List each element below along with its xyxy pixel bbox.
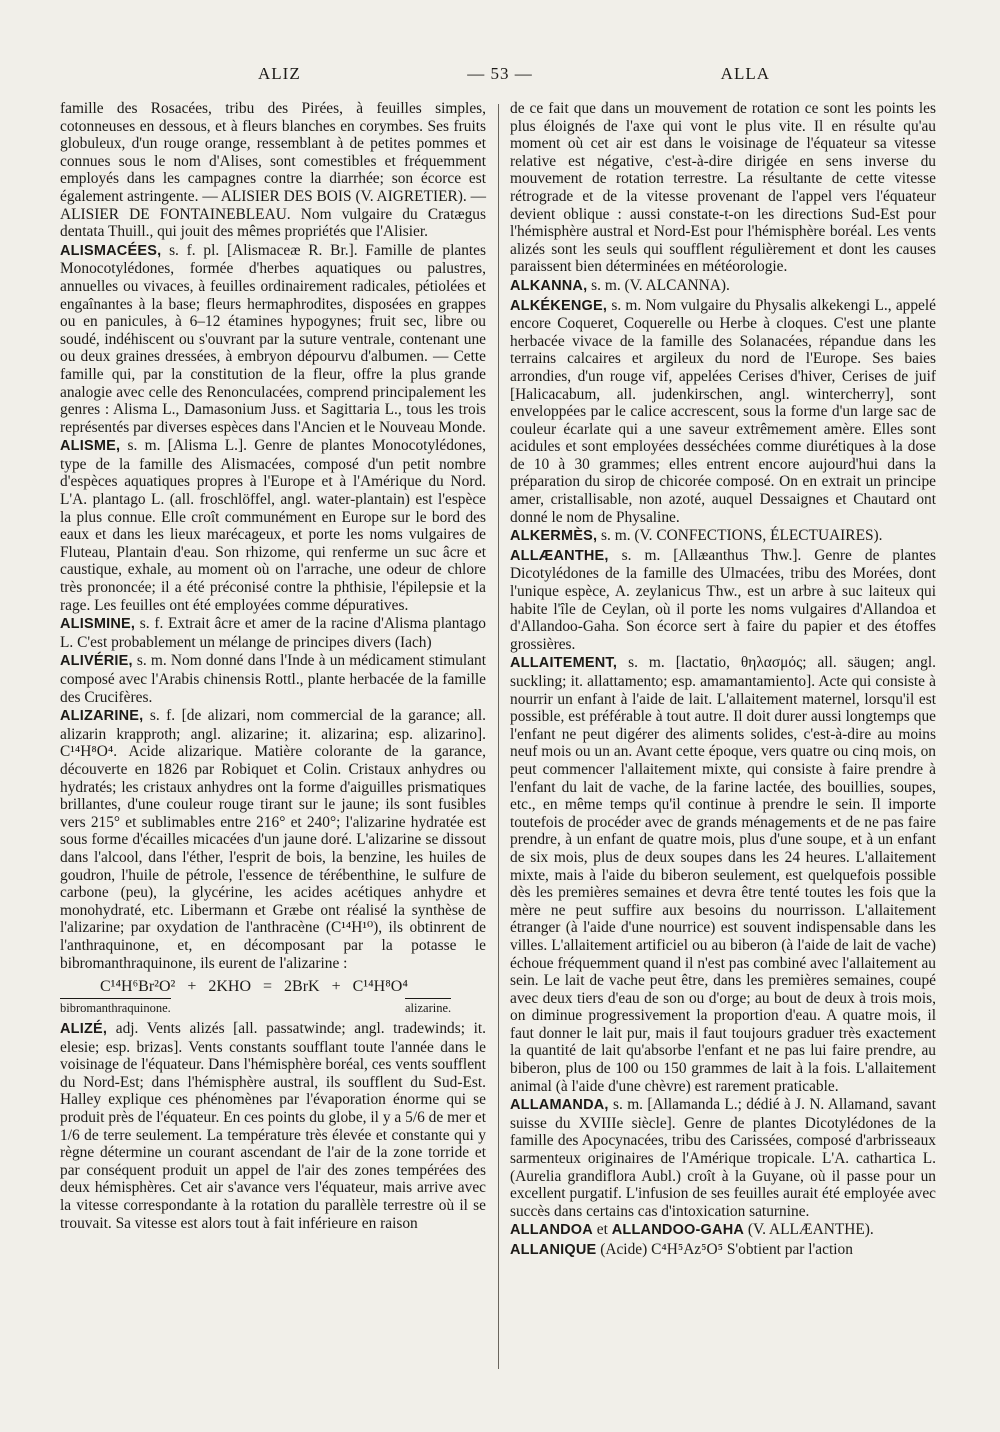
entry-text: s. m. [Alisma L.]. Genre de plantes Monocotylédones, type de la famille des Alismacées, composé d'un petit nombre d'espèces aquatiques propres à l'Europe et à l'Amérique du Nord. L'A. plantago L. (all. froschlöffel, angl. water-plantain) est l'espèce la plus connue. Elle croît communément en Europe sur le bord des eaux et dans les lieux marécageux, et porte les noms vulgaires de Fluteau, Plantain d'eau. Son rhizome, qui renferme un suc âcre et caustique, exhale, au moment où on l'arrache, une odeur de chlore très prononcée; il a été préconisé contre la phthisie, l'épilepsie et la rage. Les feuilles ont été employées comme dépuratives. bbox=[60, 437, 486, 614]
entry-text: s. m. Nom donné dans l'Inde à un médicament stimulant composé avec l'Arabis chinensis Rottl., plante herbacée de la famille des Crucifères. bbox=[60, 652, 486, 706]
headword: ALISME, bbox=[60, 438, 121, 455]
headword: ALLÆANTHE, bbox=[510, 547, 609, 564]
headword: ALISMINE, bbox=[60, 616, 136, 633]
entry-text: s. f. [de alizari, nom commercial de la garance; all. alizarin krapproth; angl. alizarine; it. alizarina; esp. alizarino]. C¹⁴H⁸O⁴. Acide alizarique. Matière colorante de la garance, découverte en 1826 par Robiquet et Colin. Cristaux anhydres ou hydratés; les cristaux anhydres ont la forme d'aiguilles prismatiques brillantes, d'une couleur rouge tirant sur le jaune; ils sont fusibles vers 215° et sublimables entre 216° et 240°; l'alizarine hydratée est sous forme d'écailles micacées d'un jaune doré. L'alizarine se dissout dans l'alcool, dans l'éther, l'esprit de bois, la benzine, les huiles de goudron, l'huile de pétrole, l'essence de térébenthine, le sulfure de carbone (peu), la glycérine, les acides acétiques anhydre et monohydraté, etc. Libermann et Græbe ont réalisé la synthèse de l'alizarine; par oxydation de l'anthracène (C¹⁴H¹⁰), ils obtinrent de l'anthraquinone, et, en décomposant par la potasse le bibromanthraquinone, ils eurent de l'alizarine : bbox=[60, 707, 486, 972]
entry-text: s. m. [Allæanthus Thw.]. Genre de plantes Dicotylédones de la famille des Ulmacées, tribu des Morées, dont l'unique espèce, A. zeylanicus Thw., est un arbre à suc laiteux qui habite l'île de Ceylan, où il porte les noms vulgaires d'Allandoa et d'Allandoo-Gaha. Son écorce sert à faire du papier et des étoffes grossières. bbox=[510, 546, 936, 653]
headword: ALIZÉ, bbox=[60, 1021, 108, 1038]
headword: ALLAMANDA, bbox=[510, 1097, 609, 1114]
headword: ALLANDOA bbox=[510, 1222, 593, 1239]
entry-text: s. m. [lactatio, θηλασμός; all. säugen; angl. suckling; it. allattamento; esp. amamantamiento]. Acte qui consiste à nourrir un enfant à l'aide de lait. L'allaitement maternel, lorsqu'il est possible, est préférable à tout autre. Il doit durer aussi longtemps que l'enfant ne peut digérer des aliments solides, c'est-à-dire au moins neuf mois ou un an. Avant cette époque, vers quatre ou cinq mois, on peut commencer l'allaitement mixte, qui consiste à faire prendre à l'enfant du lait de vache, de la farine lactée, des bouillies, soupes, etc., en même temps qu'il continue à prendre le sein. Il importe toutefois de procéder avec de grands ménagements et de ne pas faire prendre, à un enfant de quatre mois, plus d'une soupe, et à un enfant de six mois, plus de deux soupes dans les 24 heures. L'allaitement mixte, mais à l'aide du biberon seulement, est quelquefois possible dès les premières semaines et devra être tenté toutes les fois que la mère ne peut suffire aux besoins du nourrisson. L'allaitement étranger (à l'aide d'une nourrice) est souvent indispensable dans les villes. L'allaitement artificiel ou au biberon (à l'aide de lait de vache) échoue fréquemment quand il n'est pas combiné avec l'allaitement au sein. Le lait de vache peut être, dans les premières semaines, coupé avec deux tiers d'eau de son ou d'orge; au bout de deux à trois mois, on diminue progressivement la proportion d'eau. A quatre mois, il faut donner le lait pur, mais il faut toujours graduer très exactement la quantité de lait qu'absorbe l'enfant et ne pas lui faire prendre, au biberon, plus de 100 ou 150 grammes de lait à la fois. L'allaitement animal (à l'aide d'une chèvre) est rarement praticable. bbox=[510, 654, 936, 1095]
entry-alkekenge bbox=[510, 297, 936, 527]
entry-alkanna bbox=[510, 277, 936, 296]
entry-text: (V. ALLÆANTHE). bbox=[744, 1221, 874, 1239]
entry-alizarine bbox=[60, 707, 486, 972]
entry-continuation bbox=[510, 100, 936, 276]
entry-alkermes bbox=[510, 527, 936, 546]
header-right-guide-word: ALLA bbox=[720, 64, 770, 83]
entry-text: s. f. Extrait âcre et amer de la racine d'Alisma plantago L. C'est probablement un mélange de principes divers (Iach) bbox=[60, 615, 486, 651]
entry-alismine bbox=[60, 615, 486, 651]
entry-allanique bbox=[510, 1241, 936, 1260]
entry-text: famille des Rosacées, tribu des Pirées, à feuilles simples, cotonneuses en dessous, et à fleurs blanches en corymbes. Ses fruits globuleux, d'un rouge orange, ressemblant à de petites pommes et connues sous le nom d'Alises, sont comestibles et fréquemment employés dans les campagnes contre la diarrhée; son écorce est également astringente. — ALISIER DES BOIS (V. AIGRETIER). — ALISIER DE FONTAINEBLEAU. Nom vulgaire du Cratægus dentata Thuill., qui jouit des mêmes propriétés que l'Alisier. bbox=[60, 100, 486, 241]
entry-allamanda bbox=[510, 1096, 936, 1220]
column-divider bbox=[498, 104, 499, 1369]
equation-label-product: alizarine. bbox=[405, 998, 451, 1018]
chemical-equation bbox=[60, 978, 486, 1018]
entry-alisme bbox=[60, 437, 486, 614]
entry-text: de ce fait que dans un mouvement de rotation ce sont les points les plus éloignés de l'axe qui vont le plus vite. Il en résulte qu'au moment où cet air est dans le voisinage de l'équateur sa vitesse relative est négative, c'est-à-dire dirigée en sens inverse du mouvement de rotation terrestre. La résultante de cette vitesse rétrograde et de la vitesse provenant de l'appel vers l'équateur devient oblique : aussi constate-t-on les directions Sud-Est pour l'hémisphère austral et Nord-Est pour l'hémisphère boréal. Les vents alizés sont les seuls qui soufflent régulièrement et dont les causes paraissent bien déterminées en météorologie. bbox=[510, 100, 936, 276]
headword-secondary: ALLANDOO-GAHA bbox=[611, 1222, 745, 1239]
entry-allaitement bbox=[510, 654, 936, 1095]
headword: ALLANIQUE bbox=[510, 1242, 597, 1258]
entry-text: adj. Vents alizés [all. passatwinde; angl. tradewinds; it. elesie; esp. brizas]. Vents constants soufflant toute l'année dans le voisinage de l'équateur. Dans l'hémisphère boréal, ces vents soufflent du Nord-Est; dans l'hémisphère austral, ils soufflent du Sud-Est. Halley explique ces phénomènes par l'évaporation énorme qui se produit près de l'équateur. En ces points du globe, il y a 5/6 de mer et 1/6 de terre seulement. La température très élevée et constante qui y règne détermine un courant ascendant de l'air de la zone torride et par conséquent produit un appel de l'air des zones tempérées des deux hémisphères. Cet air s'avance vers l'équateur, mais arrive avec la vitesse correspondante à la rotation du parallèle terrestre où il se trouvait. Sa vitesse est alors tout à fait inférieure en raison bbox=[60, 1020, 486, 1232]
entry-text: et bbox=[592, 1221, 612, 1239]
headword: ALKÉKENGE, bbox=[510, 297, 608, 314]
headword: ALLAITEMENT, bbox=[510, 655, 618, 672]
equation-text: C¹⁴H⁶Br²O² + 2KHO = 2BrK + C¹⁴H⁸O⁴ bbox=[100, 978, 408, 996]
entry-alize bbox=[60, 1020, 486, 1232]
entry-allandoa bbox=[510, 1221, 936, 1240]
header-left-guide-word: ALIZ bbox=[258, 64, 301, 83]
entry-continuation bbox=[60, 100, 486, 241]
page-number: — 53 — bbox=[467, 64, 533, 83]
headword: ALKANNA, bbox=[510, 277, 588, 294]
headword: ALKERMÈS, bbox=[510, 528, 598, 545]
entry-text: s. m. (V. ALCANNA). bbox=[587, 276, 730, 294]
entry-text: s. m. [Allamanda L.; dédié à J. N. Allamand, savant suisse du XVIIIe siècle]. Genre de plantes Dicotylédones de la famille des Apocynacées, tribu des Carissées, composé d'arbrisseaux sarmenteux originaires de l'Amérique tropicale. L'A. cathartica L. (Aurelia grandiflora Aubl.) croît à la Guyane, où il passe pour un excellent purgatif. L'infusion de ses feuilles aurait été employée avec succès dans certains cas d'intoxication saturnine. bbox=[510, 1096, 936, 1220]
entry-text: s. m. Nom vulgaire du Physalis alkekengi L., appelé encore Coqueret, Coquerelle ou Herbe à cloques. C'est une plante herbacée vivace de la famille des Solanacées, répandue dans les terrains calcaires et argileux du nord de l'Europe. Ses baies arrondies, d'un rouge vif, appelées Cerises d'hiver, Cerises de juif [Halicacabum, all. judenkirschen, angl. wintercherry], sont enveloppées par le calice accrescent, sous la forme d'un large sac de couleur écarlate qui a une saveur extrêmement amère. Elles sont acidules et sont employées desséchées comme diurétiques à la dose de 10 à 30 grammes; elles entrent encore aujourd'hui dans la préparation du sirop de chicorée composé. On en extrait un principe amer, cristallisable, non azoté, auquel Dessaignes et Chautard ont donné le nom de Physaline. bbox=[510, 296, 936, 526]
entry-alismacees bbox=[60, 242, 486, 437]
left-column bbox=[60, 100, 486, 1232]
entry-allaeanthe bbox=[510, 547, 936, 654]
entry-text: s. f. pl. [Alismaceæ R. Br.]. Famille de plantes Monocotylédones, formée d'herbes aquatiques ou palustres, annuelles ou vivaces, à feuilles ordinairement radicales, pétiolées et engaînantes à la base; fleurs hermaphrodites, disposées en grappes ou en panicules, à 6–12 étamines hypogynes; fruit sec, libre ou soudé, indéhiscent ou s'ouvrant par la suture ventrale, contenant une ou deux graines dressées, à embryon dépourvu d'albumen. — Cette famille qui, par la constitution de la fleur, offre la plus grande analogie avec celle des Renonculacées, comprend principalement les genres : Alisma L., Damasonium Juss. et Sagittaria L., tous les trois représentés par diverses espèces dans l'Ancien et le Nouveau Monde. bbox=[60, 241, 486, 436]
headword: ALIZARINE, bbox=[60, 708, 144, 725]
entry-text: s. m. (V. CONFECTIONS, ÉLECTUAIRES). bbox=[597, 527, 883, 545]
running-header bbox=[60, 64, 940, 90]
equation-label-reactant: bibromanthraquinone. bbox=[60, 998, 171, 1018]
entry-aliverie bbox=[60, 652, 486, 706]
headword: ALISMACÉES, bbox=[60, 242, 162, 259]
right-column bbox=[510, 100, 936, 1260]
entry-text: (Acide) C⁴H⁵Az⁵O⁵ S'obtient par l'action bbox=[596, 1241, 853, 1258]
headword: ALIVÉRIE, bbox=[60, 653, 133, 670]
